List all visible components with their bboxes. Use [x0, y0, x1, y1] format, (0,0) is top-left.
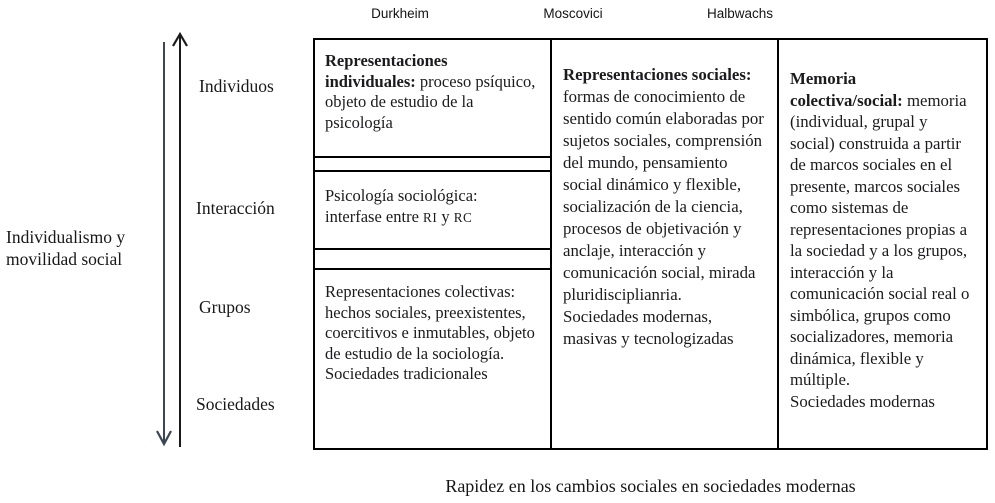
cell-footer: Sociedades modernas, masivas y tecnologizadas — [563, 307, 734, 348]
abbr-rc: RC — [453, 209, 473, 225]
cell-representaciones-colectivas — [315, 270, 550, 448]
cell-text — [790, 68, 972, 412]
row-label-sociedades: Sociedades — [196, 394, 275, 414]
cell-memoria-colectiva — [779, 40, 986, 412]
column-durkheim — [315, 40, 552, 448]
cell-body: y — [437, 206, 454, 226]
cell-body: Representaciones colectivas: hechos sociales, preexistentes, coercitivos e inmutables, objeto de estudio de la sociología. — [325, 282, 535, 363]
abbr-ri: RI — [423, 209, 438, 225]
cell-footer: Sociedades modernas — [790, 391, 935, 411]
cell-text — [563, 64, 767, 350]
empty-spacer-cell — [315, 158, 550, 172]
axis-label-line2: movilidad social — [6, 249, 123, 269]
column-header-durkheim: Durkheim — [371, 6, 429, 21]
cell-body: Psicología sociológica: interfase entre — [325, 186, 478, 226]
cell-footer: Sociedades tradicionales — [325, 364, 488, 383]
row-label-interaccion: Interacción — [196, 198, 275, 218]
cell-representaciones-sociales — [552, 40, 777, 350]
cell-title: Representaciones individuales: — [325, 51, 448, 91]
cell-representaciones-individuales — [315, 40, 550, 158]
cell-text — [325, 186, 538, 228]
row-label-individuos: Individuos — [199, 76, 274, 96]
cell-psicologia-sociologica — [315, 172, 550, 250]
cell-text — [325, 51, 538, 133]
column-halbwachs — [779, 40, 986, 448]
cell-body: formas de conocimiento de sentido común elaboradas por sujetos sociales, comprensión del mundo, pensamiento social dinámico y flexible, socialización de la ciencia, procesos de objetivación y anclaje, interacción y comunicación social, mirada pluridisciplianria. — [563, 87, 764, 304]
column-header-moscovici: Moscovici — [543, 6, 603, 21]
bottom-caption: Rapidez en los cambios sociales en sociedades modernas — [445, 476, 856, 496]
cell-text — [325, 282, 538, 385]
cell-title: Representaciones sociales: — [563, 65, 752, 84]
comparison-table — [313, 38, 988, 450]
down-arrow-icon — [157, 42, 171, 444]
axis-label-line1: Individualismo y — [6, 227, 126, 247]
cell-body: proceso psíquico, objeto de estudio de la psicología — [325, 71, 536, 132]
column-moscovici — [552, 40, 779, 448]
bidirectional-arrow — [152, 28, 196, 456]
row-label-grupos: Grupos — [199, 297, 251, 317]
cell-body: memoria (individual, grupal y social) construida a partir de marcos sociales en el presente, marcos sociales como sistemas de representaciones propias a la sociedad y a los grupos, interacción y la comunicación social real o simbólica, grupos como socializadores, memoria dinámica, flexible y múltiple. — [790, 90, 970, 389]
cell-title: Memoria colectiva/social: — [790, 69, 903, 110]
column-header-halbwachs: Halbwachs — [706, 6, 774, 21]
vertical-axis-label — [6, 226, 176, 270]
up-arrow-icon — [173, 34, 187, 447]
empty-spacer-cell — [315, 250, 550, 270]
